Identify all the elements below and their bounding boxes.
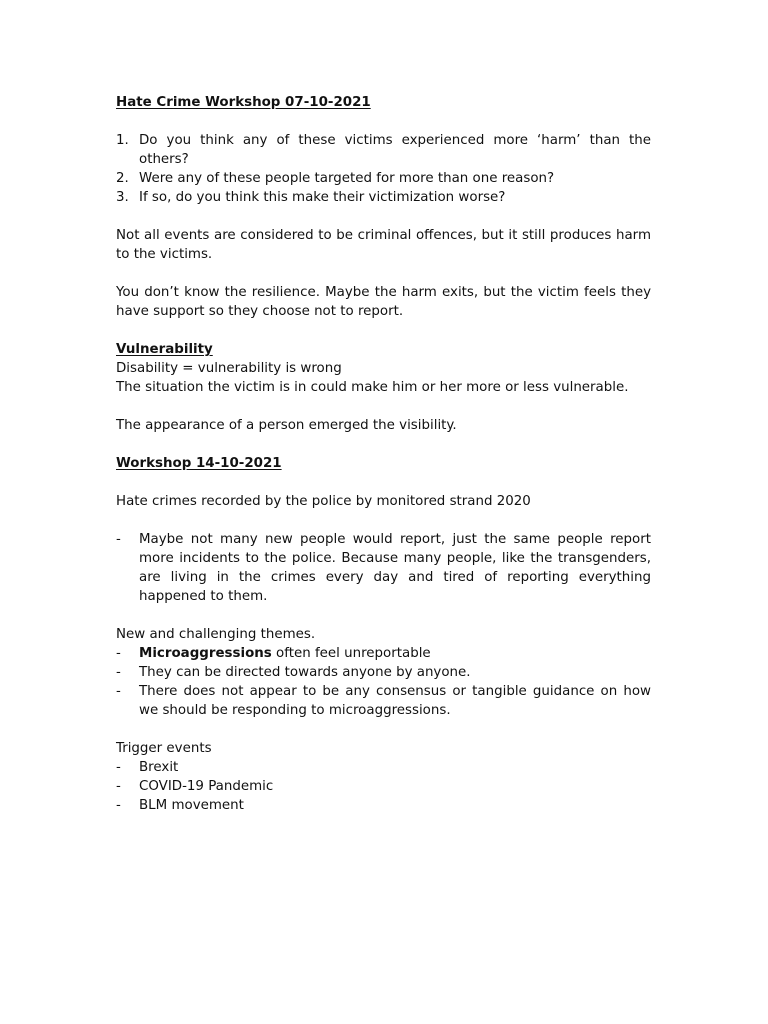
- list-item-text: There does not appear to be any consensus or tangible guidance on how we should be responding to microaggressions.: [139, 684, 651, 718]
- question-text: Do you think any of these victims experienced more ‘harm’ than the others?: [139, 133, 651, 167]
- list-item: [116, 682, 651, 720]
- spacer: [116, 321, 651, 340]
- vulnerability-line-appearance: The appearance of a person emerged the visibility.: [116, 418, 457, 433]
- workshop-2-title: Workshop 14-10-2021: [116, 456, 282, 471]
- list-item-text: Brexit: [139, 760, 179, 775]
- list-item: [116, 644, 651, 663]
- themes-intro: New and challenging themes.: [116, 627, 316, 642]
- report-bullet-list: [116, 530, 651, 606]
- spacer: [116, 435, 651, 454]
- list-item: [116, 777, 651, 796]
- paragraph-resilience: You don’t know the resilience. Maybe the harm exits, but the victim feels they have support so they choose not to report.: [116, 285, 651, 319]
- dash-marker: -: [116, 684, 121, 699]
- trigger-events-intro: Trigger events: [116, 741, 212, 756]
- dash-marker: -: [116, 532, 121, 547]
- paragraph-criminal-offences: Not all events are considered to be criminal offences, but it still produces harm to the victims.: [116, 228, 651, 262]
- workshop-1-title: Hate Crime Workshop 07-10-2021: [116, 95, 371, 110]
- list-number: 1.: [116, 133, 129, 148]
- spacer: [116, 473, 651, 492]
- spacer: [116, 606, 651, 625]
- spacer: [116, 112, 651, 131]
- list-item: [116, 530, 651, 606]
- question-text: Were any of these people targeted for more than one reason?: [139, 171, 555, 186]
- trigger-events-list: [116, 758, 651, 815]
- questions-list: [116, 131, 651, 207]
- hate-crimes-intro: Hate crimes recorded by the police by monitored strand 2020: [116, 494, 531, 509]
- microaggressions-term: Microaggressions: [139, 646, 272, 661]
- vulnerability-line-disability: Disability = vulnerability is wrong: [116, 361, 342, 376]
- question-text: If so, do you think this make their victimization worse?: [139, 190, 506, 205]
- dash-marker: -: [116, 665, 121, 680]
- dash-marker: -: [116, 646, 121, 661]
- dash-marker: -: [116, 760, 121, 775]
- spacer: [116, 511, 651, 530]
- spacer: [116, 207, 651, 226]
- list-item-text: They can be directed towards anyone by anyone.: [139, 665, 471, 680]
- list-item-text: COVID-19 Pandemic: [139, 779, 274, 794]
- spacer: [116, 264, 651, 283]
- dash-marker: -: [116, 779, 121, 794]
- question-item: [116, 131, 651, 169]
- spacer: [116, 397, 651, 416]
- list-item-text: often feel unreportable: [271, 646, 431, 661]
- list-number: 2.: [116, 171, 129, 186]
- list-item: [116, 758, 651, 777]
- dash-marker: -: [116, 798, 121, 813]
- list-item: [116, 663, 651, 682]
- vulnerability-heading: Vulnerability: [116, 342, 213, 357]
- document-page: [116, 93, 651, 815]
- spacer: [116, 720, 651, 739]
- question-item: [116, 169, 651, 188]
- list-number: 3.: [116, 190, 129, 205]
- question-item: [116, 188, 651, 207]
- vulnerability-line-situation: The situation the victim is in could make him or her more or less vulnerable.: [116, 380, 629, 395]
- list-item: [116, 796, 651, 815]
- list-item-text: Maybe not many new people would report, just the same people report more incidents to the police. Because many people, like the transgenders, are living in the crimes every day and tired of reporting everything happened to them.: [139, 532, 651, 604]
- themes-list: [116, 644, 651, 720]
- list-item-text: BLM movement: [139, 798, 244, 813]
